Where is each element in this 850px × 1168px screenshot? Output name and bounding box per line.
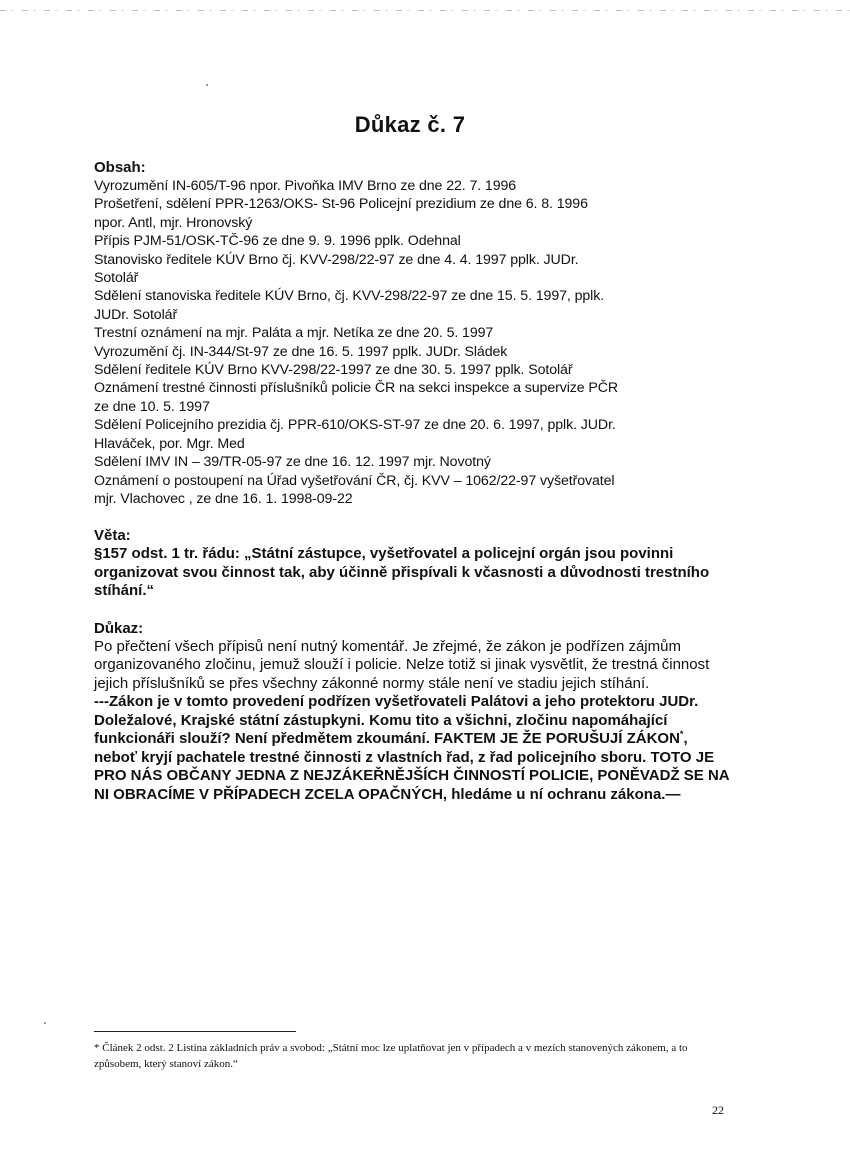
obsah-line: Vyrozumění čj. IN-344/St-97 ze dne 16. 5. 1997 pplk. JUDr. Sládek xyxy=(94,343,508,360)
dukaz-paragraph: Po přečtení všech přípisů není nutný komentář. Je zřejmé, že zákon je podřízen zájmům organizovaného zločinu, jemuž slouží i policie. Nelze totiž si jinak vysvětlit, že trestná činnost jejich příslušníků se přes všechny zákonné normy stále není ve stadiu jejich stíhání. xyxy=(94,637,710,692)
section-gap xyxy=(94,508,734,526)
emphasis-text-end: , neboť kryjí pachatele trestné činnosti z vlastních řad, z řad policejního sboru. TOTO JE PRO NÁS OBČANY JEDNA Z NEJZÁKEŘNĚJŠÍCH ČINNOSTÍ POLICIE, PONĚVADŽ SE NA NI OBRACÍME V PŘÍPADECH ZCELA OPAČNÝCH, hledáme u ní ochranu zákona.— xyxy=(94,730,730,803)
obsah-line: Stanovisko ředitele KÚV Brno čj. KVV-298/22-97 ze dne 4. 4. 1997 pplk. JUDr. xyxy=(94,251,579,268)
obsah-line: Sdělení Policejního prezidia čj. PPR-610/OKS-ST-97 ze dne 20. 6. 1997, pplk. JUDr. xyxy=(94,417,616,434)
veta-heading: Věta: xyxy=(94,527,131,545)
section-gap xyxy=(94,601,734,619)
obsah-line: Sotolář xyxy=(94,270,139,287)
document-body xyxy=(94,158,734,804)
emphasis-text-start: ---Zákon je v tomto provedení podřízen vyšetřovateli Palátovi a jeho protektoru JUDr. Doležalové, Krajské státní zástupkyni. Komu tito a všichni, zločinu napomáhající funkcionáři slouží? Není předmětem zkoumání. FAKTEM JE ŽE PORUŠUJÍ ZÁKON xyxy=(94,693,699,748)
obsah-line: Sdělení stanoviska ředitele KÚV Brno, čj. KVV-298/22-97 ze dne 15. 5. 1997, pplk. xyxy=(94,288,605,305)
obsah-line: JUDr. Sotolář xyxy=(94,306,178,323)
obsah-line: Oznámení o postoupení na Úřad vyšetřování ČR, čj. KVV – 1062/22-97 vyšetřovatel xyxy=(94,472,615,489)
footnote-divider xyxy=(94,1031,296,1032)
page-number: 22 xyxy=(712,1103,724,1117)
dukaz-heading: Důkaz: xyxy=(94,619,144,637)
dukaz-emphasis-paragraph xyxy=(94,693,734,804)
obsah-line: ze dne 10. 5. 1997 xyxy=(94,398,210,415)
footnote-text: * Článek 2 odst. 2 Listina základních práv a svobod: „Státní moc lze uplatňovat jen v případech a v mezích stanovených zákonem, a to způsobem, který stanoví zákon.“ xyxy=(94,1042,688,1070)
obsah-heading: Obsah: xyxy=(94,159,146,176)
obsah-line: Prošetření, sdělení PPR-1263/OKS- St-96 Policejní prezidium ze dne 6. 8. 1996 xyxy=(94,196,588,213)
obsah-line: npor. Antl, mjr. Hronovský xyxy=(94,214,253,231)
obsah-line: Přípis PJM-51/OSK-TČ-96 ze dne 9. 9. 1996 pplk. Odehnal xyxy=(94,233,461,250)
obsah-line: Vyrozumění IN-605/T-96 npor. Pivoňka IMV Brno ze dne 22. 7. 1996 xyxy=(94,178,517,194)
obsah-line: Sdělení IMV IN – 39/TR-05-97 ze dne 16. 12. 1997 mjr. Novotný xyxy=(94,454,491,471)
obsah-line: Hlaváček, por. Mgr. Med xyxy=(94,435,245,452)
obsah-list xyxy=(94,177,734,508)
obsah-line: Oznámení trestné činnosti příslušníků policie ČR na sekci inspekce a supervize PČR xyxy=(94,380,619,397)
obsah-line: Trestní oznámení na mjr. Paláta a mjr. Netíka ze dne 20. 5. 1997 xyxy=(94,325,494,342)
page-title: Důkaz č. 7 xyxy=(354,112,466,137)
footnote-marker: * xyxy=(679,729,684,740)
obsah-line: mjr. Vlachovec , ze dne 16. 1. 1998-09-22 xyxy=(94,490,353,507)
obsah-line: Sdělení ředitele KÚV Brno KVV-298/22-1997 ze dne 30. 5. 1997 pplk. Sotolář xyxy=(94,362,573,379)
veta-text: §157 odst. 1 tr. řádu: „Státní zástupce, vyšetřovatel a policejní orgán jsou povinni organizovat svou činnost tak, aby účinně přispívali k včasnosti a důvodnosti trestního stíhání.“ xyxy=(94,545,710,600)
